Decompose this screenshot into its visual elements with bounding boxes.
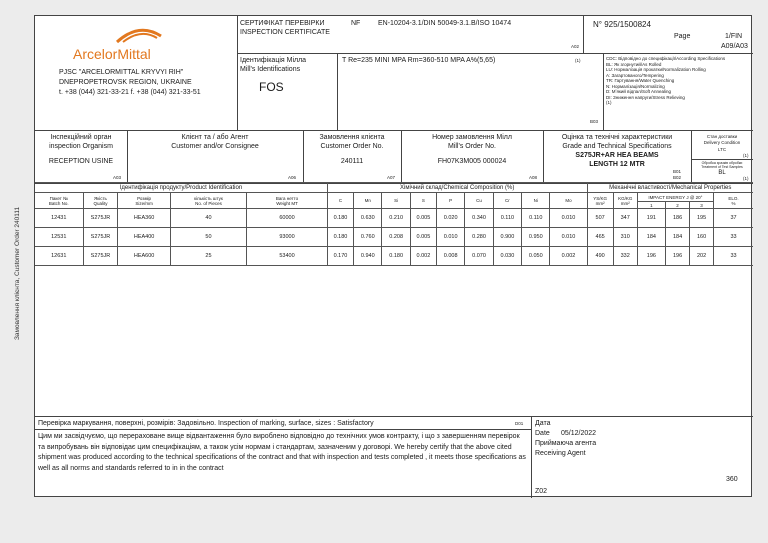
cell-si: 0.210 <box>382 209 410 228</box>
table-row <box>35 228 753 247</box>
cell-mn: 0.760 <box>354 228 382 247</box>
cell-si: 0.208 <box>382 228 410 247</box>
code-z02: Z02 <box>535 488 548 495</box>
cell-quality: S275JR <box>83 247 118 266</box>
legend-8: (1) <box>606 100 612 105</box>
cell-mn: 0.940 <box>354 247 382 266</box>
header-impact-3: 3 <box>690 202 714 209</box>
header-c: C <box>327 193 353 209</box>
mill-id-value: FOS <box>259 80 284 94</box>
company-block <box>35 16 238 130</box>
cell-impact-1: 184 <box>637 228 665 247</box>
treatment-en: Treatment of Test Samples <box>701 165 743 169</box>
cell-s: 0.005 <box>410 228 436 247</box>
cell-batch: 12431 <box>35 209 83 228</box>
cell-batch: 12631 <box>35 247 83 266</box>
header-weight: Вага нетто Weight MT <box>247 193 328 209</box>
order-en: Customer Order No. <box>320 143 384 150</box>
marking-code: D01 <box>515 421 524 426</box>
header-batch: Пакет № Batch No. <box>35 193 83 209</box>
header-pieces: кількість штук No. of Pieces <box>170 193 246 209</box>
cell-elongation: 33 <box>714 247 753 266</box>
cell-elongation: 33 <box>714 228 753 247</box>
arcelormittal-logo-icon <box>115 26 163 44</box>
header-impact: IMPACT ENERGY J @ 20° <box>637 193 713 202</box>
cell-mo: 0.010 <box>550 228 587 247</box>
cell-ni: 0.110 <box>522 209 550 228</box>
mill-order-value: FH07K3M005 000024 <box>437 158 507 165</box>
page-number: 360 <box>726 476 738 483</box>
grade-en: Grade and Technical Specifications <box>562 143 672 150</box>
cell-impact-1: 196 <box>637 247 665 266</box>
cell-cr: 0.110 <box>493 209 521 228</box>
cell-ts: 347 <box>613 209 637 228</box>
legend-6: D: Мʼякий відпал/Soft Annealing <box>606 89 672 94</box>
cell-ys: 507 <box>587 209 613 228</box>
cert-number-block <box>583 16 753 54</box>
company-full-name: PJSC "ARCELORMITTAL KRYVYI RIH" <box>59 69 184 76</box>
date-ua: Дата <box>535 420 551 427</box>
grade-value: S275JR+AR HEA BEAMS <box>575 152 659 159</box>
header-impact-1: 1 <box>637 202 665 209</box>
delivery-cell <box>691 131 753 183</box>
header-s: S <box>410 193 436 209</box>
header-quality: Якість Quality <box>83 193 118 209</box>
cell-s: 0.002 <box>410 247 436 266</box>
mill-order-en: Mill's Order No. <box>447 143 496 150</box>
delivery-mark: (1) <box>743 153 749 158</box>
code-a06: A06 <box>288 175 297 180</box>
header-ts: KG/KG mm² <box>613 193 637 209</box>
code-a07: A07 <box>387 175 396 180</box>
cert-title-en: INSPECTION CERTIFICATE <box>240 29 330 36</box>
legend-4: TR: Гартування/Water Quenching <box>606 78 675 83</box>
cell-pieces: 40 <box>170 209 246 228</box>
group-mech: Механічні властивості/Mechanical Properties <box>587 183 753 193</box>
company-region: DNEPROPETROVSK REGION, UKRAINE <box>59 79 192 86</box>
order-value: 240111 <box>340 158 364 165</box>
cell-s: 0.005 <box>410 209 436 228</box>
treatment-mark: (1) <box>743 176 749 181</box>
cell-weight: 53400 <box>247 247 328 266</box>
header-mn: Mn <box>354 193 382 209</box>
footer-divider <box>35 429 531 430</box>
cell-ni: 0.950 <box>522 228 550 247</box>
cell-c: 0.170 <box>327 247 353 266</box>
client-ua: Клієнт та / або Агент <box>181 134 249 141</box>
cell-size: HEA360 <box>118 209 170 228</box>
header-impact-2: 2 <box>666 202 690 209</box>
legend-1: BL: Як згорнутий/As Rolled <box>606 61 662 67</box>
cell-mn: 0.630 <box>354 209 382 228</box>
cell-mo: 0.002 <box>550 247 587 266</box>
marking-text: Перевірка маркування, поверхні, розмірів: Задовільно. Inspection of marking, surface, sizes : Satisfactory <box>38 420 374 427</box>
treatment-ua: Обробка зразків обробки <box>701 161 743 165</box>
client-en: Customer and/or Consignee <box>171 143 259 150</box>
cell-cu: 0.280 <box>465 228 493 247</box>
mill-id-block <box>237 53 338 130</box>
mill-id-en: Mill's Identifications <box>240 66 301 73</box>
header-elongation: ELO. % <box>714 193 753 209</box>
cell-ys: 465 <box>587 228 613 247</box>
inspection-ua: Інспекційний орган <box>50 134 112 141</box>
header-si: Si <box>382 193 410 209</box>
code-b01: B01 <box>673 169 682 174</box>
page-label: Page <box>674 33 691 40</box>
code-a03: A03 <box>113 175 122 180</box>
code-b02: B02 <box>673 175 682 180</box>
treatment-value: BL <box>718 170 726 176</box>
cert-title-block <box>237 16 584 54</box>
header-ni: Ni <box>522 193 550 209</box>
spec-text: T Re=235 MINI MPA Rm=360-510 MPA A%(5,65) <box>342 57 496 64</box>
cell-p: 0.010 <box>436 228 464 247</box>
company-phone: t. +38 (044) 321-33-21 f. +38 (044) 321-33-51 <box>59 89 201 96</box>
cell-si: 0.180 <box>382 247 410 266</box>
delivery-en: Delivery Condition <box>703 140 741 145</box>
grade-length: LENGTH 12 MTR <box>589 161 645 168</box>
legend-2: LU: Нормалізація прокатки/Normalization Rolling <box>606 67 706 72</box>
header-size: Розмір Size/mm <box>118 193 170 209</box>
cell-mo: 0.010 <box>550 209 587 228</box>
cell-quality: S275JR <box>83 209 118 228</box>
cell-pieces: 25 <box>170 247 246 266</box>
cell-weight: 93000 <box>247 228 328 247</box>
cell-impact-2: 184 <box>666 228 690 247</box>
legend-3: A: Загартованого/Tempering <box>606 72 664 78</box>
page-value: 1/FIN <box>725 33 743 40</box>
inspection-en: inspection Organism <box>49 143 113 150</box>
grade-cell <box>543 131 692 183</box>
table-row <box>35 247 753 266</box>
cell-cu: 0.070 <box>465 247 493 266</box>
client-cell <box>127 131 304 183</box>
cert-number: N° 925/1500824 <box>593 20 651 29</box>
order-cell <box>303 131 402 183</box>
cert-title-ua: СЕРТИФІКАТ ПЕРЕВІРКИ <box>240 20 325 27</box>
cell-impact-3: 195 <box>690 209 714 228</box>
spec-block <box>337 53 604 130</box>
table-row <box>35 209 753 228</box>
cell-cr: 0.030 <box>493 247 521 266</box>
cell-p: 0.008 <box>436 247 464 266</box>
cell-ys: 490 <box>587 247 613 266</box>
cell-quality: S275JR <box>83 228 118 247</box>
mill-order-cell <box>401 131 544 183</box>
code-a08: A08 <box>529 175 538 180</box>
certify-text: Цим ми засвідчуємо, що перераховане вище відвантаження було вироблено відповідно до технічних умов контракту, і що з завершенням перевірок та випробувань він відповідає цим специфікаціям, а також усім нормам і стандартам, зазначеним у договорі. We hereby certify that the above cited shipment was produced according to the technical specifications of the contract and that with inspection and tests completed , it meets those specifications as well as all norms and standards referred to in in the contract <box>38 433 526 472</box>
certificate-sheet <box>34 15 752 497</box>
mill-id-ua: Ідентифікація Мілла <box>240 57 307 64</box>
nf-label: NF <box>351 20 361 27</box>
legend-block <box>603 53 753 130</box>
cell-impact-1: 191 <box>637 209 665 228</box>
code-a02: A02 <box>571 44 580 49</box>
cell-pieces: 50 <box>170 228 246 247</box>
cell-elongation: 37 <box>714 209 753 228</box>
cell-ts: 310 <box>613 228 637 247</box>
company-logo-text: ArcelorMittal <box>73 46 151 62</box>
delivery-ua: Стан доставки <box>706 134 738 139</box>
group-product: Ідентифікація продукту/Product Identification <box>35 183 327 193</box>
parties-row <box>35 130 753 184</box>
date-label: Date <box>535 430 550 437</box>
cell-c: 0.180 <box>327 209 353 228</box>
header-ys: YS/KG mm² <box>587 193 613 209</box>
cell-ni: 0.050 <box>522 247 550 266</box>
grade-ua: Оцінка та технічні характеристики <box>561 134 673 141</box>
cell-size: HEA400 <box>118 228 170 247</box>
cell-impact-2: 196 <box>666 247 690 266</box>
side-caption: Замовлення клієнта, Customer Order 240111 <box>14 206 21 340</box>
cell-p: 0.020 <box>436 209 464 228</box>
delivery-divider <box>691 159 753 160</box>
cell-size: HEA600 <box>118 247 170 266</box>
group-chem: Хімічний склад/Chemical Composition (%) <box>327 183 587 193</box>
agent-ua: Приймаюча агента <box>535 440 597 447</box>
legend-0: CDC: Відповідно до специфікації/According Specifications <box>606 56 726 61</box>
footer-left <box>35 416 532 498</box>
cell-c: 0.180 <box>327 228 353 247</box>
cell-cr: 0.900 <box>493 228 521 247</box>
code-b03: B03 <box>590 119 599 124</box>
cell-impact-2: 186 <box>666 209 690 228</box>
order-ua: Замовлення клієнта <box>319 134 385 141</box>
cert-standard: EN-10204-3.1/DIN 50049-3.1.B/ISO 10474 <box>378 20 512 27</box>
mill-order-ua: Номер замовлення Мілл <box>432 134 512 141</box>
header-mo: Mo <box>550 193 587 209</box>
header-cr: Cr <box>493 193 521 209</box>
cell-impact-3: 202 <box>690 247 714 266</box>
spec-mark: (1) <box>575 58 581 63</box>
footer-right <box>531 416 753 497</box>
cell-weight: 60000 <box>247 209 328 228</box>
inspection-cell <box>35 131 128 183</box>
header-p: P <box>436 193 464 209</box>
legend-7: DI: Зниження напруги/Stress Relieving <box>606 94 685 100</box>
cell-ts: 332 <box>613 247 637 266</box>
date-value: 05/12/2022 <box>561 430 597 437</box>
agent-en: Receiving Agent <box>535 450 586 457</box>
cell-impact-3: 160 <box>690 228 714 247</box>
data-table <box>35 182 753 266</box>
header-cu: Cu <box>465 193 493 209</box>
delivery-value: LTC <box>717 147 727 152</box>
legend-5: N: Нормалізація/Normalizing <box>606 83 665 89</box>
cell-batch: 12531 <box>35 228 83 247</box>
page-code: A09/A03 <box>721 43 748 50</box>
inspection-value: RECEPTION USINE <box>48 158 114 165</box>
cell-cu: 0.340 <box>465 209 493 228</box>
